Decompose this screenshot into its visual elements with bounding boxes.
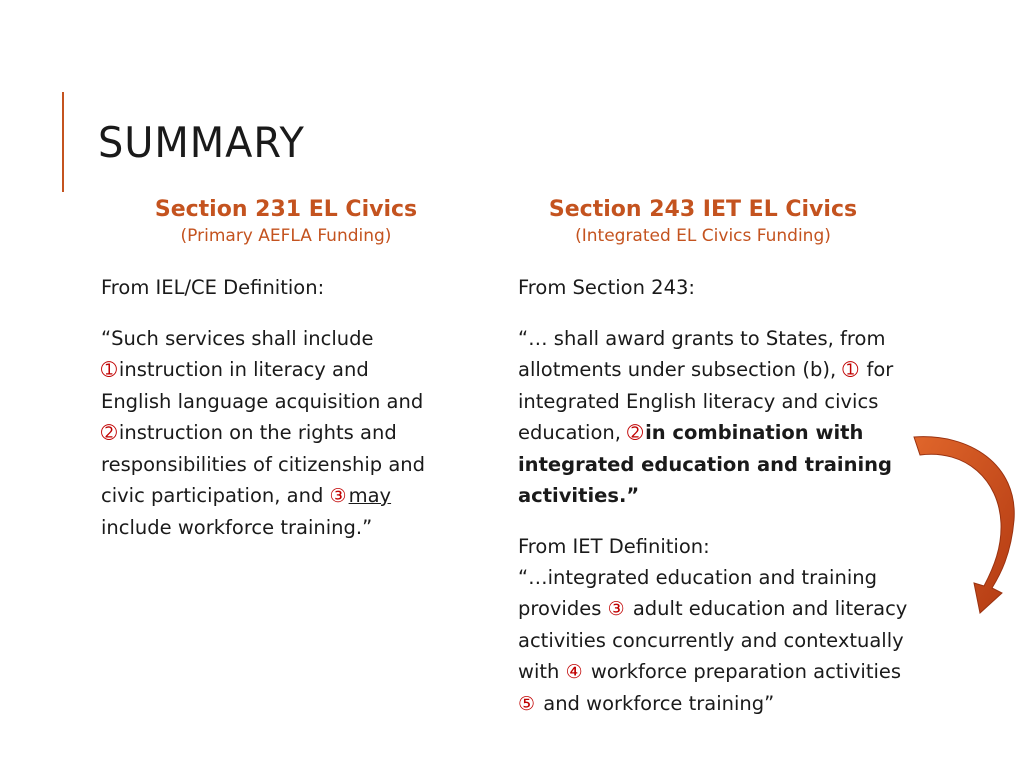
right-subheading: (Integrated EL Civics Funding) [575,226,831,246]
quote-line: with [518,660,566,683]
curved-arrow-icon [900,425,1024,625]
quote-line: include workforce training.” [101,516,373,539]
iet-label: From IET Definition: [518,535,710,558]
quote-line: instruction on the rights and [118,421,397,444]
left-quote [101,323,491,543]
left-column-body [101,272,491,563]
right-source-label: From Section 243: [518,276,695,299]
right-heading: Section 243 IET EL Civics [548,197,858,222]
number-1-marker: ➀ [842,359,859,381]
number-2-marker: ➁ [627,422,644,444]
bold-phrase: activities.” [518,484,640,507]
bold-phrase: in combination with [645,421,864,444]
may-underlined: may [348,484,392,507]
quote-line: activities concurrently and contextually [518,629,904,652]
quote-line: integrated English literacy and civics [518,390,879,413]
left-source-label: From IEL/CE Definition: [101,276,325,299]
quote-line: workforce preparation activities [584,660,902,683]
number-4-marker: ④ [565,661,583,683]
number-3-marker: ③ [607,598,625,620]
quote-line: adult education and literacy [626,597,908,620]
quote-line: and workforce training” [537,692,775,715]
quote-line: provides [518,597,608,620]
right-column-header [512,197,894,246]
bold-phrase: integrated education and training [518,453,892,476]
number-3-marker: ③ [329,485,347,507]
quote-line: education, [518,421,628,444]
quote-line: for [860,358,894,381]
quote-line: “Such services shall include [101,327,374,350]
quote-line: instruction in literacy and [118,358,369,381]
quote-line: civic participation, and [101,484,330,507]
left-column-header [100,197,472,246]
number-2-marker: ➁ [101,422,117,444]
number-1-marker: ➀ [101,359,117,381]
quote-line: responsibilities of citizenship and [101,453,426,476]
title-accent-bar [62,92,64,192]
number-5-marker: ⑤ [518,693,536,715]
quote-line: allotments under subsection (b), [518,358,843,381]
quote-line: “…integrated education and training [518,566,877,589]
quote-line: English language acquisition and [101,390,424,413]
left-heading: Section 231 EL Civics [154,197,418,222]
slide-title: SUMMARY [98,118,305,167]
quote-line: “… shall award grants to States, from [518,327,886,350]
left-subheading: (Primary AEFLA Funding) [180,226,392,246]
